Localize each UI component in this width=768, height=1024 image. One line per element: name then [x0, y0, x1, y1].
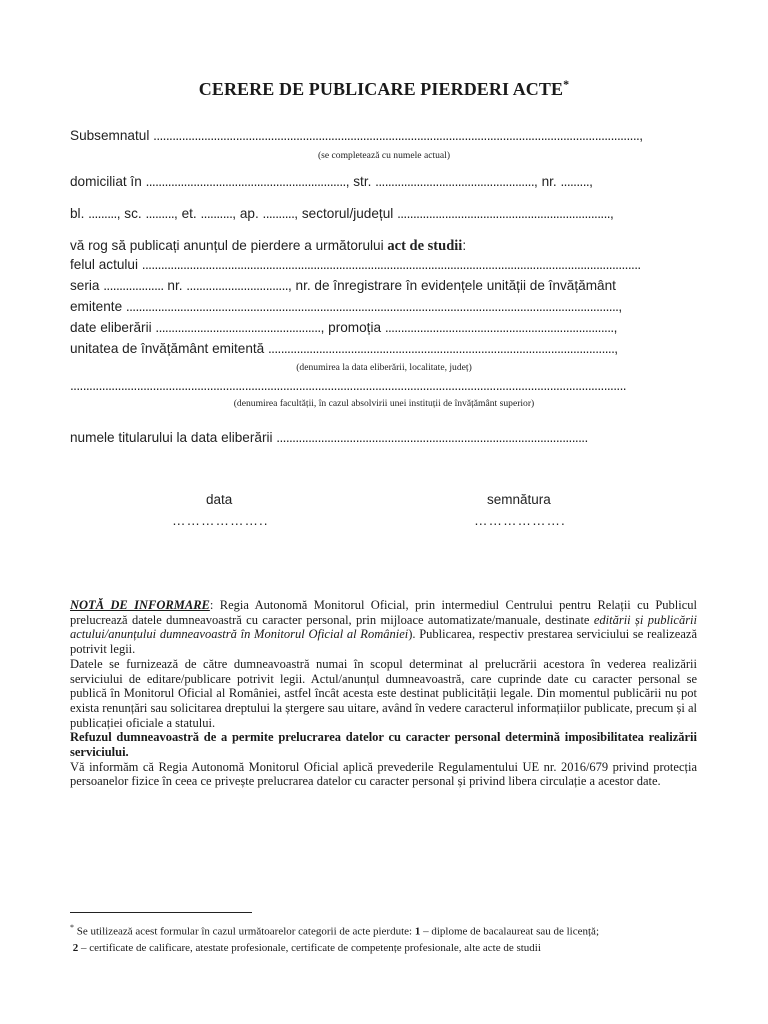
title-text: CERERE DE PUBLICARE PIERDERI ACTE — [198, 79, 564, 99]
apartament-input[interactable]: .......... — [262, 206, 295, 221]
domiciliat-label: domiciliat în — [70, 174, 142, 189]
bloc-input[interactable]: ......... — [88, 206, 117, 221]
titular-input[interactable]: .................................................................................................. — [276, 430, 588, 445]
note-paragraph-2: Datele se furnizează de către dumneavoastră numai în scopul determinat al prelucrării acestora în vederea realizării serviciului de editare/publicare potrivit legii. Actul/anunțul dumneavoastră, care cuprinde date cu caracter personal se publică în Monitorul Oficial al României, astfel încât acesta este destinat publicității legale. Din momentul publicării nu pot exista renunțări sau solicitarea dreptului la ștergere sau uitare, având în vedere caracterul informațiilor publicate, precum și al publicației oficiale a statului. — [70, 656, 697, 730]
nr-inregistrare-label: , nr. de înregistrare în evidențele unității de învățământ — [287, 278, 616, 293]
data-label: data — [206, 492, 233, 507]
promotia-label: , promoția — [320, 320, 382, 335]
footnote-mark: * — [70, 923, 74, 932]
seria-nr-label: nr. — [167, 278, 183, 293]
field-row-adresa — [70, 206, 698, 221]
nr-label: , nr. — [534, 174, 557, 189]
etaj-input[interactable]: .......... — [200, 206, 233, 221]
note-italic-text: editării și publicării actului/anunțului dumneavoastră în Monitorul Oficial al României — [70, 612, 697, 642]
semnatura-label: semnătura — [487, 492, 551, 507]
field-row-seria — [70, 278, 698, 293]
scara-input[interactable]: ......... — [145, 206, 175, 221]
field-row-facultate — [70, 378, 698, 393]
footnote-text-2: – certificate de calificare, atestate profesionale, certificate de competențe profesionale, alte acte de studii — [78, 941, 541, 954]
bl-label: bl. — [70, 206, 85, 221]
note-paragraph-3 — [70, 730, 697, 759]
semnatura-input[interactable]: ………………. — [474, 513, 566, 528]
seria-input[interactable]: ................... — [103, 278, 164, 293]
field-row-titular — [70, 430, 698, 445]
punctuation: , — [618, 299, 623, 314]
note-paragraph-4: Vă informăm că Regia Autonomă Monitorul Oficial aplică prevederile Regulamentului UE nr. 2016/679 privind protecția persoanelor fizice în ceea ce privește prelucrarea datelor cu caracter personal și privind libera circulație a acestor date. — [70, 759, 697, 789]
field-row-date — [70, 320, 698, 335]
sector-input[interactable]: ................................................................... — [397, 206, 610, 221]
request-text: vă rog să publicați anunțul de pierdere a următorului — [70, 238, 388, 253]
felul-label: felul actului — [70, 257, 139, 272]
seria-label: seria — [70, 278, 100, 293]
note-text-1b: ). Publicarea, respectiv prestarea serviciului se realizează potrivit legii. — [70, 627, 697, 657]
note-paragraph-1 — [70, 598, 697, 657]
promotia-input[interactable]: ........................................................................ — [384, 320, 614, 335]
nota-de-informare — [70, 598, 697, 789]
field-row-domiciliat — [70, 174, 698, 189]
numar-input[interactable]: ......... — [560, 174, 590, 189]
punctuation: , — [614, 341, 619, 356]
subsemnatul-input[interactable]: ......................................................................................................................................................... — [153, 128, 640, 143]
et-label: , et. — [174, 206, 197, 221]
date-eliberarii-input[interactable]: .................................................... — [155, 320, 321, 335]
data-input[interactable]: ……………….. — [172, 513, 269, 528]
ap-label: , ap. — [232, 206, 259, 221]
str-label: , str. — [345, 174, 372, 189]
field-row-emitente — [70, 299, 698, 314]
punctuation: , — [609, 206, 614, 221]
punctuation: , — [639, 128, 643, 143]
sector-label: , sectorul/județul — [294, 206, 394, 221]
emitente-label: emitente — [70, 299, 123, 314]
field-row-unitatea — [70, 341, 698, 356]
footnote-line-2 — [70, 940, 710, 956]
act-de-studii-label: act de studii — [387, 238, 463, 254]
seria-nr-input[interactable]: ................................ — [186, 278, 288, 293]
felul-input[interactable]: ............................................................................................................................................................. — [141, 257, 641, 272]
unitatea-input[interactable]: ............................................................................................................. — [268, 341, 615, 356]
footnote-text-1a: Se utilizează acest formular în cazul următoarelor categorii de acte pierdute: — [74, 925, 415, 938]
footnote-line-1 — [70, 920, 710, 940]
numele-hint: (se completează cu numele actual) — [317, 150, 451, 161]
punctuation: , — [589, 174, 593, 189]
title-footnote-mark: * — [563, 77, 570, 91]
note-refuz-text: Refuzul dumneavoastră de a permite prelucrarea datelor cu caracter personal determină imposibilitatea realizării serviciului. — [70, 730, 697, 760]
titular-label: numele titularului la data eliberării — [70, 430, 273, 445]
note-heading: NOTĂ DE INFORMARE — [70, 598, 210, 612]
field-row-subsemnatul — [70, 128, 698, 143]
footnote — [70, 920, 710, 956]
punctuation: , — [613, 320, 618, 335]
subsemnatul-label: Subsemnatul — [70, 128, 150, 143]
facultate-hint: (denumirea facultății, în cazul absolvirii unei instituții de învățământ superior) — [233, 398, 535, 409]
sc-label: , sc. — [116, 206, 142, 221]
footnote-text-1b: – diplome de bacalaureat sau de licență; — [420, 925, 599, 938]
localitate-input[interactable]: ............................................................... — [145, 174, 346, 189]
unitatea-label: unitatea de învățământ emitentă — [70, 341, 265, 356]
facultate-input[interactable]: ............................................................................................................................................................................... — [70, 378, 626, 393]
unitatea-hint: (denumirea la data eliberării, localitate, județ) — [296, 362, 472, 373]
punctuation: : — [462, 238, 467, 253]
field-row-felul — [70, 257, 698, 272]
request-statement — [70, 238, 698, 255]
footnote-number-2: 2 — [72, 941, 79, 954]
footnote-divider — [70, 912, 252, 913]
page-title — [0, 77, 768, 100]
strada-input[interactable]: .................................................. — [375, 174, 535, 189]
note-text-1a: : Regia Autonomă Monitorul Oficial, prin intermediul Centrului pentru Relații cu Publicul prelucrează datele dumneavoastră cu caracter personal, prin mijloace automatizate/manuale, destinate — [70, 598, 697, 627]
date-eliberarii-label: date eliberării — [70, 320, 152, 335]
emitente-input[interactable]: ........................................................................................................................................................... — [125, 299, 619, 314]
footnote-number-1: 1 — [414, 925, 421, 938]
